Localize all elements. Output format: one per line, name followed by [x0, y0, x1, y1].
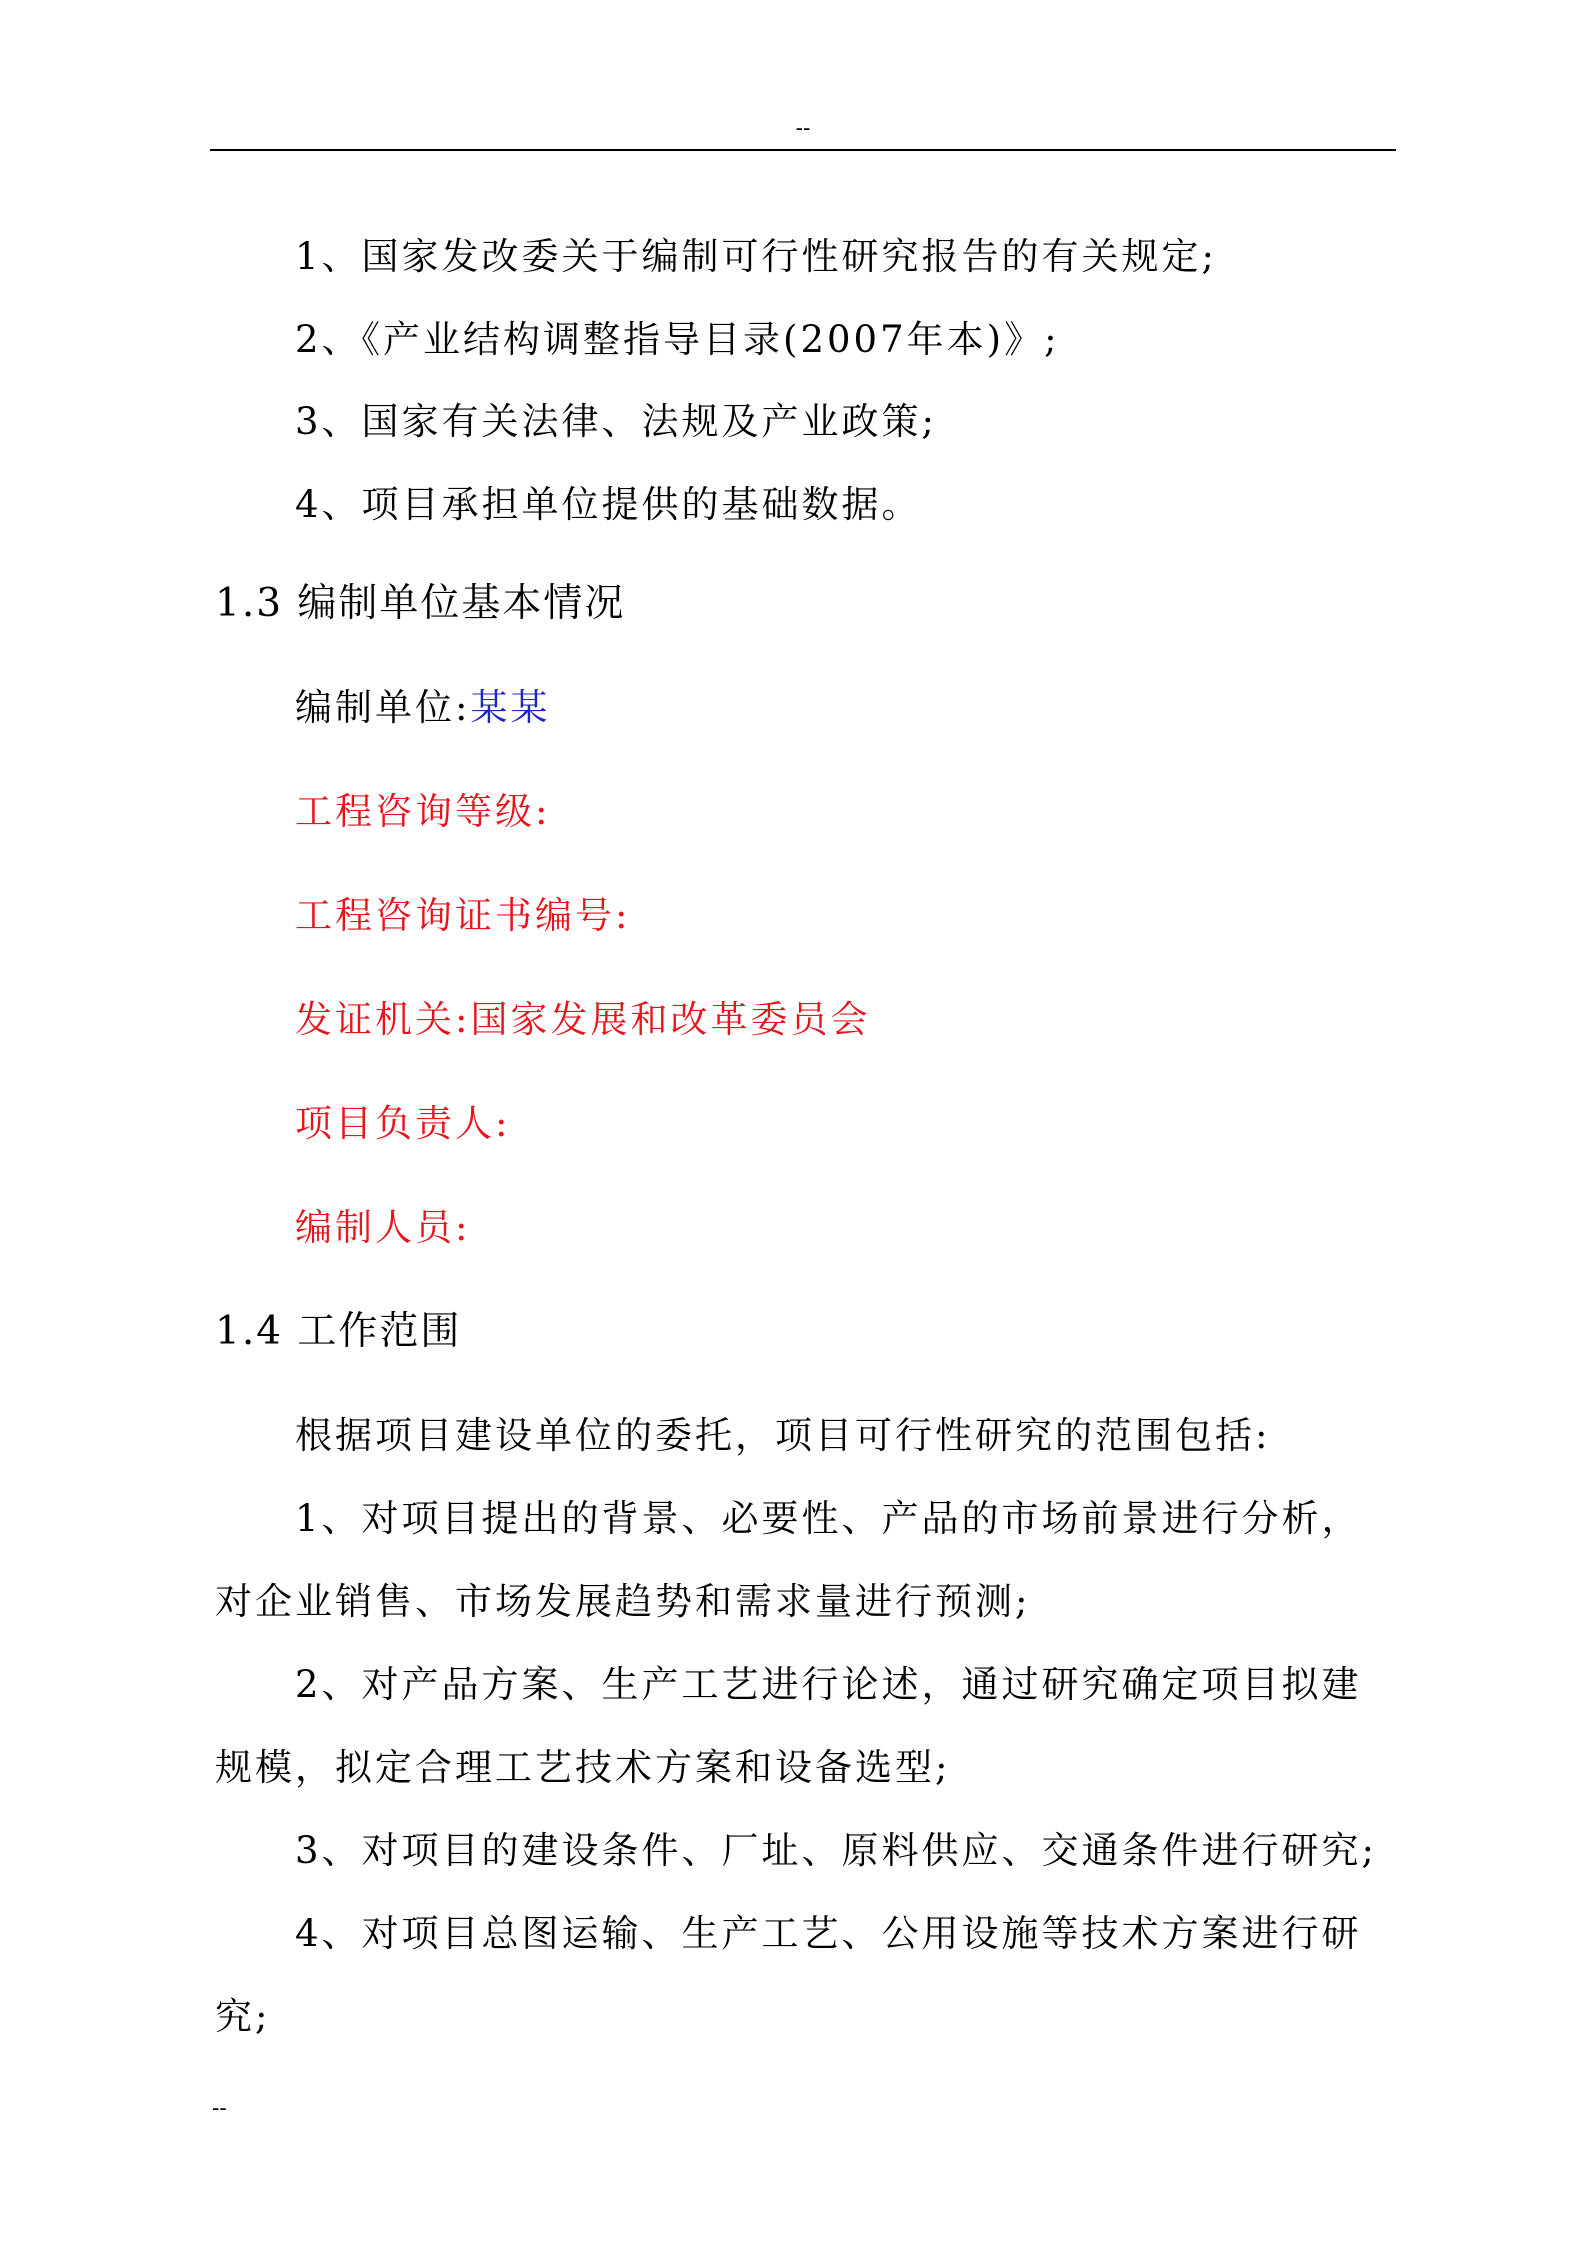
unit-value: 某某	[470, 686, 551, 729]
basis-item-2: 2、《产业结构调整指导目录(2007年本)》;	[295, 318, 1060, 361]
header-rule	[210, 149, 1396, 151]
scope-item-2-line-2: 规模，拟定合理工艺技术方案和设备选型;	[215, 1746, 951, 1789]
unit-row	[295, 686, 550, 730]
grade-label: 工程咨询等级:	[295, 790, 551, 833]
section-heading-1-4: 1.4 工作范围	[215, 1309, 462, 1354]
scope-item-1-line-2: 对企业销售、市场发展趋势和需求量进行预测;	[215, 1580, 1031, 1623]
cert-label: 工程咨询证书编号:	[295, 894, 631, 937]
scope-item-4-line-2: 究;	[215, 1995, 271, 2038]
issuer-line: 发证机关:国家发展和改革委员会	[295, 998, 871, 1041]
footer-mark: --	[212, 2096, 227, 2121]
scope-item-1-line-1: 1、对项目提出的背景、必要性、产品的市场前景进行分析，	[295, 1497, 1362, 1540]
staff-label: 编制人员:	[295, 1206, 471, 1249]
header-mark: --	[795, 116, 811, 141]
basis-item-1: 1、国家发改委关于编制可行性研究报告的有关规定;	[295, 235, 1218, 278]
basis-item-4: 4、项目承担单位提供的基础数据。	[295, 483, 922, 526]
scope-item-2-line-1: 2、对产品方案、生产工艺进行论述，通过研究确定项目拟建	[295, 1663, 1362, 1706]
manager-label: 项目负责人:	[295, 1102, 511, 1145]
section-heading-1-3: 1.3 编制单位基本情况	[215, 581, 626, 626]
page-header	[210, 118, 1396, 154]
basis-item-3: 3、国家有关法律、法规及产业政策;	[295, 400, 938, 443]
unit-label: 编制单位:	[295, 686, 471, 729]
scope-intro: 根据项目建设单位的委托，项目可行性研究的范围包括:	[295, 1414, 1271, 1457]
scope-item-3: 3、对项目的建设条件、厂址、原料供应、交通条件进行研究;	[295, 1829, 1378, 1872]
scope-item-4-line-1: 4、对项目总图运输、生产工艺、公用设施等技术方案进行研	[295, 1912, 1362, 1955]
